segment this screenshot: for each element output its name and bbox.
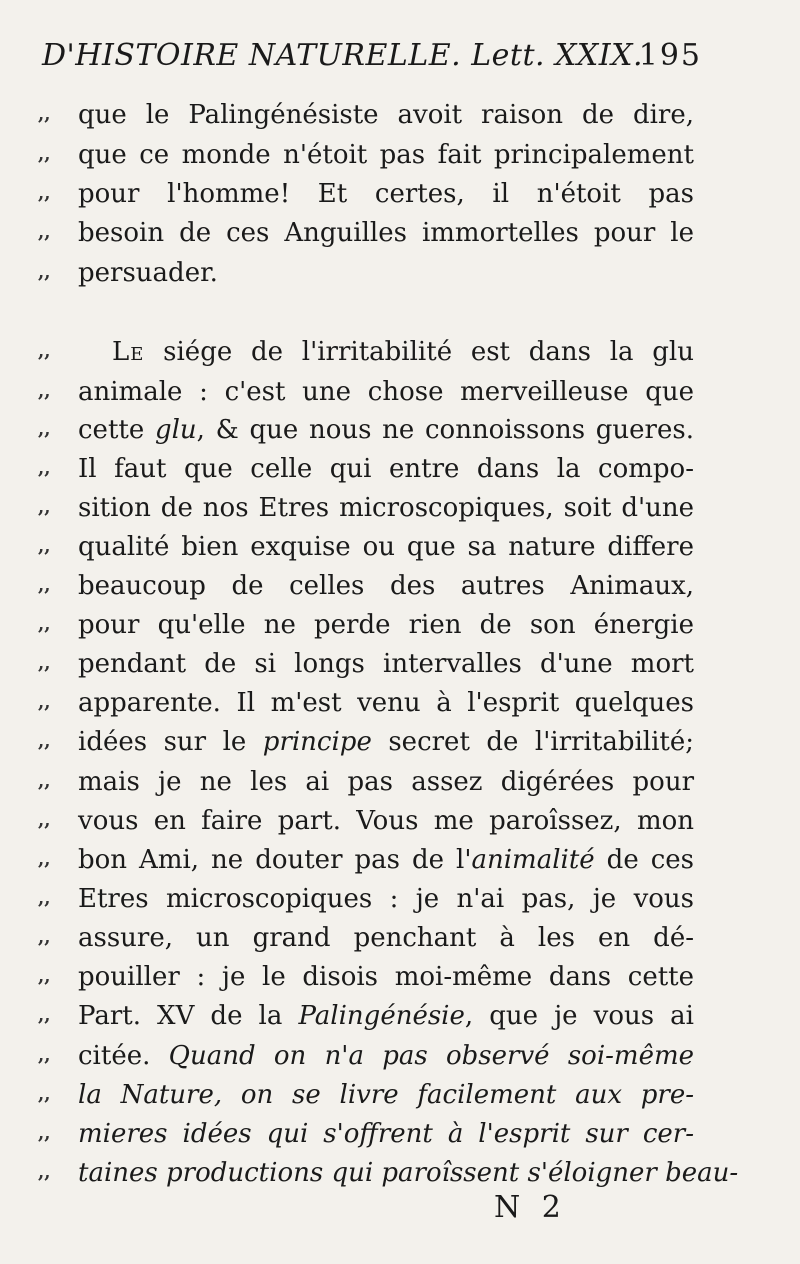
quote-mark: ,,	[38, 692, 51, 713]
page-number: 195	[638, 38, 702, 73]
quote-mark: ,,	[38, 1045, 51, 1066]
quote-mark: ,,	[38, 810, 51, 831]
quote-mark: ,,	[38, 341, 51, 362]
text-line	[38, 958, 694, 996]
quote-mark: ,,	[38, 144, 51, 165]
text-line	[38, 450, 694, 488]
text-line	[38, 489, 694, 527]
line-text: animale : c'est une chose merveilleuse que	[78, 377, 694, 407]
text-line	[38, 1037, 694, 1075]
quote-mark: ,,	[38, 888, 51, 909]
quote-mark: ,,	[38, 614, 51, 635]
text-line	[38, 645, 694, 683]
line-text: pendant de si longs intervalles d'une mort	[78, 649, 694, 679]
line-text: assure, un grand penchant à les en dé-	[78, 923, 694, 953]
quote-mark: ,,	[38, 262, 51, 283]
text-line	[38, 841, 694, 879]
text-line	[38, 373, 694, 411]
running-header	[42, 38, 702, 73]
quote-mark: ,,	[38, 1162, 51, 1183]
line-text: la Nature, on se livre facilement aux pre-	[78, 1080, 694, 1110]
quote-mark: ,,	[38, 222, 51, 243]
text-line	[38, 528, 694, 566]
text-line	[38, 723, 694, 761]
quote-mark: ,,	[38, 653, 51, 674]
text-line	[38, 136, 694, 174]
text-line	[38, 997, 694, 1035]
line-text: besoin de ces Anguilles immortelles pour le	[78, 218, 694, 248]
line-text: Il faut que celle qui entre dans la compo-	[78, 454, 694, 484]
header-title: D'HISTOIRE NATURELLE. Lett. XXIX.	[42, 38, 644, 73]
quote-mark: ,,	[38, 927, 51, 948]
line-text: citée. Quand on n'a pas observé soi-même	[78, 1041, 694, 1071]
text-line	[38, 411, 694, 449]
text-line	[38, 802, 694, 840]
text-line	[38, 1076, 694, 1114]
line-text: Le siége de l'irritabilité est dans la glu	[112, 337, 694, 367]
text-line	[38, 96, 694, 134]
line-text: Part. XV de la Palingénésie, que je vous ai	[78, 1001, 694, 1031]
quote-mark: ,,	[38, 536, 51, 557]
line-text: taines productions qui paroîssent s'éloigner beau-	[78, 1158, 739, 1188]
quote-mark: ,,	[38, 183, 51, 204]
quote-mark: ,,	[38, 458, 51, 479]
quote-mark: ,,	[38, 966, 51, 987]
quote-mark: ,,	[38, 1123, 51, 1144]
quote-mark: ,,	[38, 849, 51, 870]
line-text: apparente. Il m'est venu à l'esprit quelques	[78, 688, 694, 718]
text-line	[38, 1154, 739, 1192]
text-line	[38, 175, 694, 213]
text-line	[38, 684, 694, 722]
text-line	[38, 919, 694, 957]
text-line	[38, 333, 694, 371]
line-text: que ce monde n'étoit pas fait principalement	[78, 140, 694, 170]
line-text: beaucoup de celles des autres Animaux,	[78, 571, 694, 601]
text-line	[38, 606, 694, 644]
text-line	[38, 880, 694, 918]
quote-mark: ,,	[38, 575, 51, 596]
line-text: mieres idées qui s'offrent à l'esprit sur cer-	[78, 1119, 694, 1149]
line-text: pour l'homme! Et certes, il n'étoit pas	[78, 179, 694, 209]
text-line	[38, 214, 694, 252]
quote-mark: ,,	[38, 731, 51, 752]
quote-mark: ,,	[38, 104, 51, 125]
quote-mark: ,,	[38, 419, 51, 440]
line-text: vous en faire part. Vous me paroîssez, mon	[78, 806, 694, 836]
line-text: pouiller : je le disois moi-même dans cette	[78, 962, 694, 992]
text-line	[38, 1115, 694, 1153]
line-text: bon Ami, ne douter pas de l'animalité de ces	[78, 845, 694, 875]
line-text: persuader.	[78, 258, 218, 288]
text-line	[38, 763, 694, 801]
quote-mark: ,,	[38, 1005, 51, 1026]
line-text: cette glu, & que nous ne connoissons gueres.	[78, 415, 694, 445]
quote-mark: ,,	[38, 1084, 51, 1105]
line-text: sition de nos Etres microscopiques, soit d'une	[78, 493, 694, 523]
text-line	[38, 254, 694, 292]
line-text: idées sur le principe secret de l'irritabilité;	[78, 727, 695, 757]
line-text: pour qu'elle ne perde rien de son énergie	[78, 610, 694, 640]
line-text: qualité bien exquise ou que sa nature differe	[78, 532, 694, 562]
line-text: Etres microscopiques : je n'ai pas, je vous	[78, 884, 694, 914]
text-line	[38, 567, 694, 605]
quote-mark: ,,	[38, 497, 51, 518]
quote-mark: ,,	[38, 771, 51, 792]
quote-mark: ,,	[38, 381, 51, 402]
line-text: mais je ne les ai pas assez digérées pour	[78, 767, 694, 797]
signature-mark: N 2	[494, 1190, 567, 1225]
line-text: que le Palingénésiste avoit raison de dire,	[78, 100, 694, 130]
